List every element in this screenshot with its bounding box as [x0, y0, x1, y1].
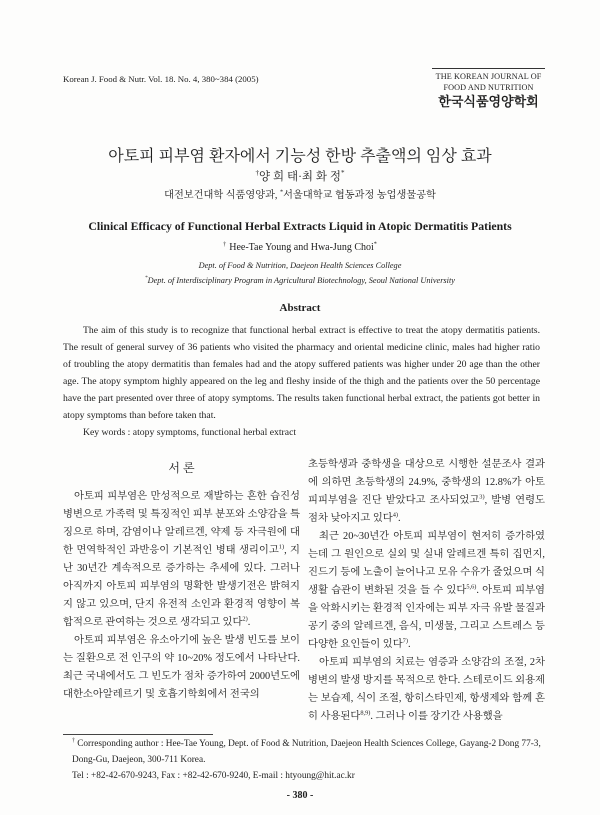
text-run: 아토피 피부염은 만성적으로 재발하는 흔한 습진성 병변으로 가족력 및 특징적인 피부 분포와 소양감을 특징으로 하며, 감염이나 알레르겐, 약제 등 자극원에 대한 면역학적인 과반응이 기본적인 병태 생리이고 — [63, 491, 300, 556]
authors-en — [0, 241, 600, 254]
affiliation-ko-first: 대전보건대학 식품영양과, — [164, 190, 281, 201]
corresponding-author-mark: † — [255, 169, 259, 178]
affiliation-mark: * — [373, 240, 377, 248]
department-en-second — [0, 276, 600, 286]
affiliation-ko-second: 서울대학교 협동과정 농업생물공학 — [283, 190, 436, 201]
section-heading-introduction: 서 론 — [168, 461, 195, 475]
paragraph — [308, 528, 545, 654]
affiliation-mark: * — [145, 275, 148, 282]
paragraph — [308, 456, 545, 528]
text-run: 아토피 피부염은 유소아기에 높은 발생 빈도를 보이는 질환으로 전 인구의 약 10~20% 정도에서 나타난다. 최근 국내에서도 그 빈도가 점차 증가하여 2000년도에 대한소아알레르기 및 호흡기학회에서 전국의 — [63, 635, 300, 700]
text-run: , 지난 30년간 계속적으로 증가하는 추세에 있다. 그러나 아직까지 아토피 피부염의 명확한 발생기전은 밝혀지지 않고 있으며, 단지 유전적 소인과 환경적 영향이 복합적으로 관여하는 것으로 생각되고 있다 — [63, 545, 300, 628]
abstract-section — [63, 322, 540, 441]
text-run: 아토피 피부염의 치료는 염증과 소양감의 조절, 2차 병변의 발생 방지를 목적으로 한다. 스테로이드 외용제는 보습제, 식이 조절, 항히스타민제, 항생제와 함께 흔히 사용된다 — [308, 657, 545, 722]
footnote-contact: Tel : +82-42-670-9243, Fax : +82-42-670-9240, E-mail : htyoung@hit.ac.kr — [72, 771, 355, 781]
abstract-heading: Abstract — [279, 302, 321, 314]
footnote-divider — [63, 734, 213, 735]
paragraph — [63, 488, 300, 632]
text-run: . — [398, 513, 401, 524]
journal-name-ko: 한국식품영양학회 — [438, 94, 539, 109]
citation-reference: 4) — [392, 511, 399, 519]
journal-masthead — [432, 68, 545, 110]
article-title-en: Clinical Efficacy of Functional Herbal Extracts Liquid in Atopic Dermatitis Patients — [88, 219, 512, 233]
affiliation-mark: * — [280, 188, 284, 196]
journal-citation: Korean J. Food & Nutr. Vol. 18. No. 4, 380~384 (2005) — [63, 74, 259, 84]
body-column-left — [63, 488, 300, 704]
citation-reference: 2) — [242, 615, 248, 623]
department-en-second-text: Dept. of Interdisciplinary Program in Agricultural Biotechnology, Seoul National University — [147, 276, 455, 285]
citation-reference: 3) — [479, 493, 485, 501]
author-names-en: Hee-Tae Young and Hwa-Jung Choi — [229, 242, 374, 253]
footnote — [72, 736, 544, 784]
citation-reference: 7) — [402, 637, 408, 645]
author-names-ko: 양 희 태·최 화 정 — [259, 171, 341, 183]
body-column-right — [308, 456, 545, 726]
text-run: . 아토피 피부염을 악화시키는 환경적 인자에는 피부 자극 유발 물질과 공기 중의 알레르겐, 음식, 미생물, 그리고 스트레스 등 다양한 요인들이 있다 — [308, 585, 546, 650]
journal-name-en-line1: THE KOREAN JOURNAL OF — [435, 72, 542, 81]
footnote-corresponding — [72, 736, 544, 768]
text-run: . 그러나 이를 장기간 사용했을 — [370, 711, 503, 722]
department-en-first: Dept. of Food & Nutrition, Daejeon Health Sciences College — [198, 261, 402, 270]
text-run: 최근 20~30년간 아토피 피부염이 현저히 증가하였는데 그 원인으로 실외 및 실내 알레르겐 특히 집먼지, 진드기 등에 노출이 늘어나고 모유 수유가 줄었으며 식생활 습관이 변화된 것을 들 수 있다 — [308, 531, 545, 596]
journal-name-en-line2: FOOD AND NUTRITION — [443, 82, 534, 92]
paragraph — [308, 654, 545, 726]
abstract-body: The aim of this study is to recognize that functional herbal extract is effective to treat the atopy dermatitis patients. The result of general survey of 36 patients who visited the pharmacy and oriental medicine clinic, males had higher ratio of troubling the atopy dermatitis than females had and the atopy suffered patients was higher under 20 age than the other age. The atopy symptom highly appeared on the leg and fleshy inside of the thigh and the patients over the 50 percentage have the part presented over three of atopy symptoms. The results taken functional herbal extract, the patients got better in atopy symptoms than before taken that. — [63, 325, 540, 421]
corresponding-author-mark: † — [223, 240, 227, 248]
text-run: . — [247, 617, 251, 628]
corresponding-author-mark: † — [72, 737, 75, 744]
text-run: , 발병 연령도 점차 낮아지고 있다 — [308, 495, 545, 524]
footnote-corresponding-text: Corresponding author : Hee-Tae Young, Dept. of Food & Nutrition, Daejeon Health Sciences College, Gayang-2 Dong 77-3, Dong-Gu, Daejeon, 300-711 Korea. — [72, 739, 541, 765]
citation-reference: 8,9) — [360, 709, 371, 717]
citation-reference: 5,6) — [466, 583, 477, 591]
citation-reference: 1) — [278, 543, 285, 551]
text-run: 초등학생과 중학생을 대상으로 시행한 설문조사 결과에 의하면 초등학생의 24.9%, 중학생의 12.8%가 아토피피부염을 진단 받았다고 조사되었고 — [308, 459, 545, 506]
authors-ko — [0, 170, 600, 184]
paragraph — [63, 632, 300, 704]
affiliation-mark: * — [340, 169, 345, 178]
article-title-ko: 아토피 피부염 환자에서 기능성 한방 추출액의 임상 효과 — [108, 148, 492, 165]
affiliation-ko — [0, 189, 600, 202]
page-number: - 380 - — [286, 790, 314, 801]
abstract-keywords: Key words : atopy symptoms, functional herbal extract — [83, 427, 297, 438]
text-run: . — [407, 639, 411, 650]
